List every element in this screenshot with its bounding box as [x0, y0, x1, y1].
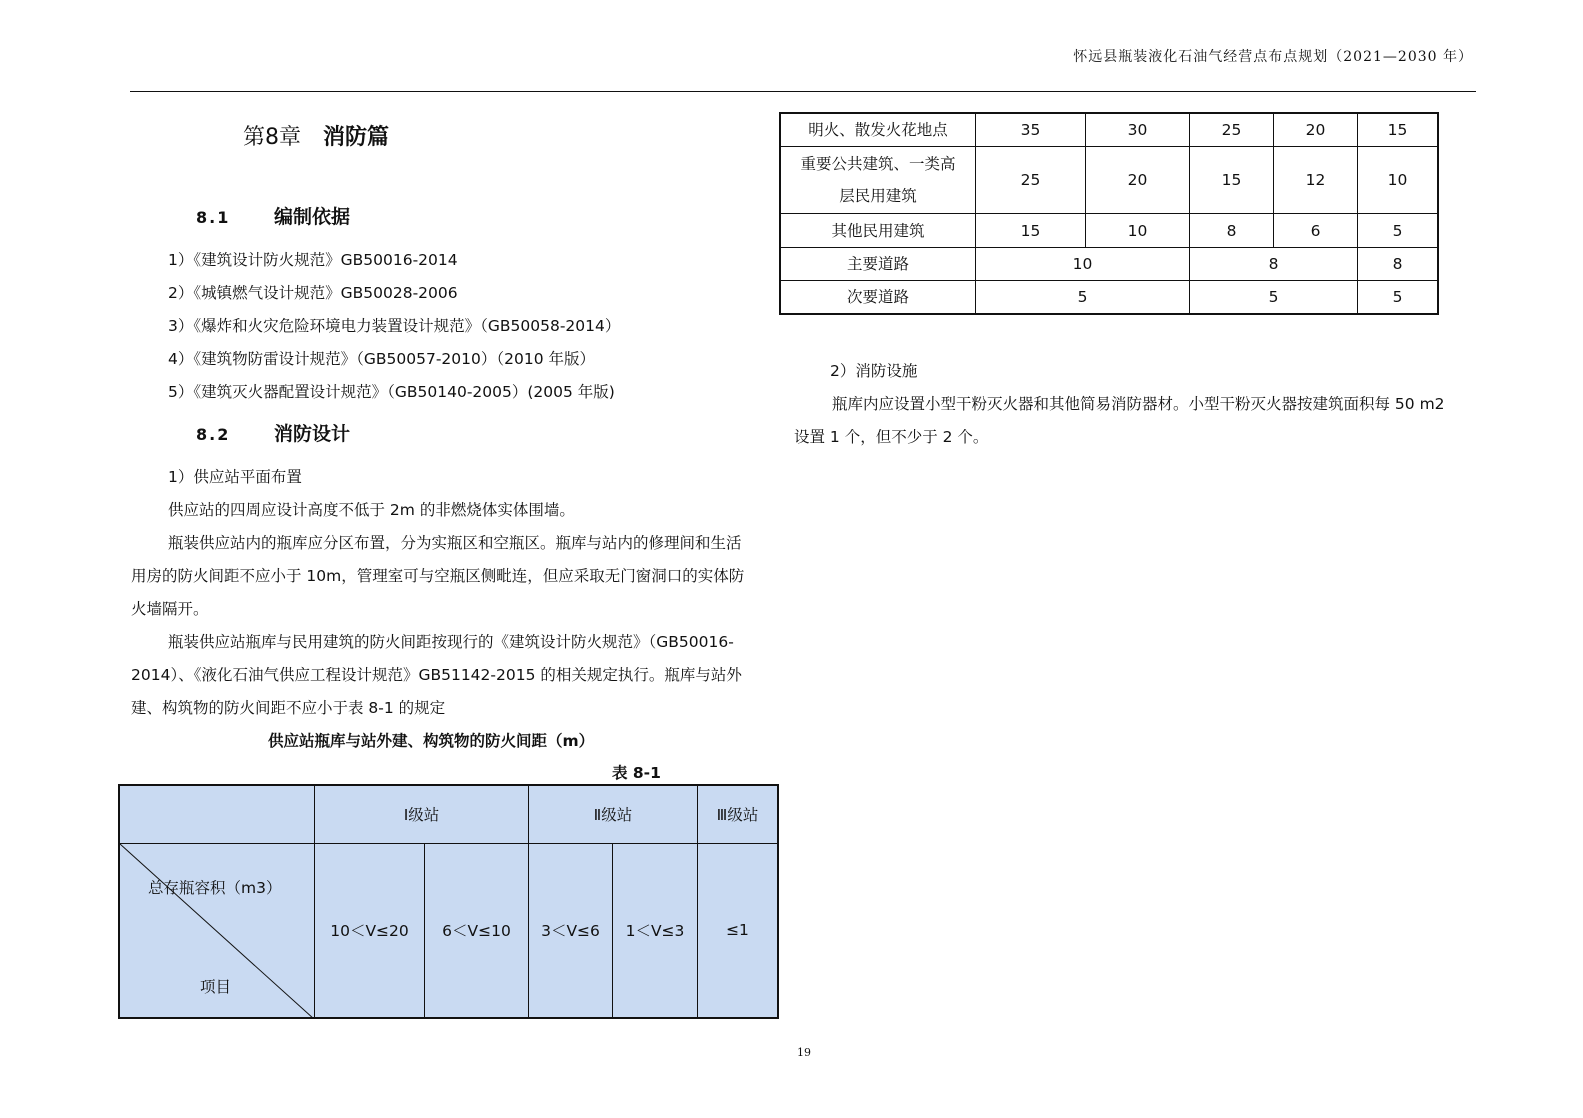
section-heading-8-1 [196, 202, 350, 229]
distance-cell: 15 [1190, 147, 1274, 214]
grade-header: Ⅱ级站 [529, 785, 698, 843]
diagonal-bottom-label: 项目 [200, 977, 232, 996]
reference-item: 4）《建筑物防雷设计规范》（GB50057-2010）（2010 年版） [168, 350, 595, 368]
row-label-line: 重要公共建筑、一类高 [800, 155, 956, 173]
table-corner-cell [119, 785, 315, 843]
distance-cell: 8 [1358, 248, 1439, 281]
diagonal-header-cell [119, 843, 315, 1018]
fire-distance-table-body [779, 112, 1439, 315]
reference-item: 5）《建筑灭火器配置设计规范》（GB50140-2005）(2005 年版) [168, 383, 615, 401]
paragraph-line: 用房的防火间距不应小于 10m，管理室可与空瓶区侧毗连，但应采取无门窗洞口的实体防 [131, 567, 745, 585]
section-title: 消防设计 [274, 423, 351, 445]
section-number: 8.1 [196, 208, 231, 227]
paragraph-line: 火墙隔开。 [131, 600, 209, 618]
document-header-title: 怀远县瓶装液化石油气经营点布点规划（2021—2030 年） [1073, 49, 1473, 65]
table-row [780, 214, 1438, 248]
volume-range-cell: ≤1 [698, 843, 779, 1018]
table-caption: 供应站瓶库与站外建、构筑物的防火间距（m） [268, 732, 595, 750]
distance-cell: 5 [976, 281, 1190, 315]
diagonal-top-label: 总存瓶容积（m3） [148, 878, 282, 897]
distance-cell: 10 [1358, 147, 1439, 214]
grade-header: Ⅰ级站 [315, 785, 529, 843]
volume-range-cell: 1＜V≤3 [613, 843, 698, 1018]
paragraph-line: 瓶装供应站瓶库与民用建筑的防火间距按现行的《建筑设计防火规范》（GB50016- [168, 633, 734, 651]
distance-cell: 10 [976, 248, 1190, 281]
row-label [780, 147, 976, 214]
fire-distance-table-head [118, 784, 779, 1019]
paragraph-line: 瓶库内应设置小型干粉灭火器和其他简易消防器材。小型干粉灭火器按建筑面积每 50 m2 [832, 395, 1445, 413]
distance-cell: 25 [976, 147, 1086, 214]
distance-cell: 12 [1274, 147, 1358, 214]
distance-cell: 35 [976, 113, 1086, 147]
paragraph-line: 供应站的四周应设计高度不低于 2m 的非燃烧体实体围墙。 [168, 501, 575, 519]
paragraph-line: 设置 1 个，但不少于 2 个。 [794, 428, 989, 446]
subsection-heading: 1）供应站平面布置 [168, 468, 302, 486]
distance-cell: 30 [1086, 113, 1190, 147]
table-row [780, 113, 1438, 147]
volume-range-cell: 3＜V≤6 [529, 843, 613, 1018]
distance-cell: 15 [976, 214, 1086, 248]
distance-cell: 5 [1190, 281, 1358, 315]
section-title: 编制依据 [274, 206, 351, 228]
reference-item: 1）《建筑设计防火规范》GB50016-2014 [168, 251, 458, 269]
row-label: 其他民用建筑 [780, 214, 976, 248]
section-heading-8-2 [196, 419, 350, 446]
header-divider [130, 91, 1476, 92]
distance-cell: 10 [1086, 214, 1190, 248]
distance-cell: 15 [1358, 113, 1439, 147]
row-label: 次要道路 [780, 281, 976, 315]
volume-range-cell: 6＜V≤10 [425, 843, 529, 1018]
distance-cell: 20 [1274, 113, 1358, 147]
distance-cell: 6 [1274, 214, 1358, 248]
reference-item: 3）《爆炸和火灾危险环境电力装置设计规范》（GB50058-2014） [168, 317, 621, 335]
chapter-name: 消防篇 [323, 125, 390, 150]
grade-header: Ⅲ级站 [698, 785, 779, 843]
row-label: 明火、散发火花地点 [780, 113, 976, 147]
distance-cell: 25 [1190, 113, 1274, 147]
volume-range-cell: 10＜V≤20 [315, 843, 425, 1018]
chapter-number: 第8章 [243, 125, 301, 150]
section-number: 8.2 [196, 425, 231, 444]
table-row [780, 281, 1438, 315]
reference-item: 2）《城镇燃气设计规范》GB50028-2006 [168, 284, 458, 302]
paragraph-line: 建、构筑物的防火间距不应小于表 8-1 的规定 [131, 699, 446, 717]
paragraph-line: 瓶装供应站内的瓶库应分区布置，分为实瓶区和空瓶区。瓶库与站内的修理间和生活 [168, 534, 742, 552]
page-number: 19 [797, 1046, 811, 1059]
distance-cell: 8 [1190, 214, 1274, 248]
chapter-title [243, 120, 389, 151]
distance-cell: 20 [1086, 147, 1190, 214]
distance-cell: 8 [1190, 248, 1358, 281]
distance-cell: 5 [1358, 281, 1439, 315]
table-label: 表 8-1 [612, 764, 661, 782]
distance-cell: 5 [1358, 214, 1439, 248]
subsection-heading: 2）消防设施 [830, 362, 918, 380]
table-row [780, 147, 1438, 214]
row-label-line: 层民用建筑 [839, 187, 917, 205]
paragraph-line: 2014）、《液化石油气供应工程设计规范》GB51142-2015 的相关规定执行。瓶库与站外 [131, 666, 742, 684]
table-row [780, 248, 1438, 281]
row-label: 主要道路 [780, 248, 976, 281]
